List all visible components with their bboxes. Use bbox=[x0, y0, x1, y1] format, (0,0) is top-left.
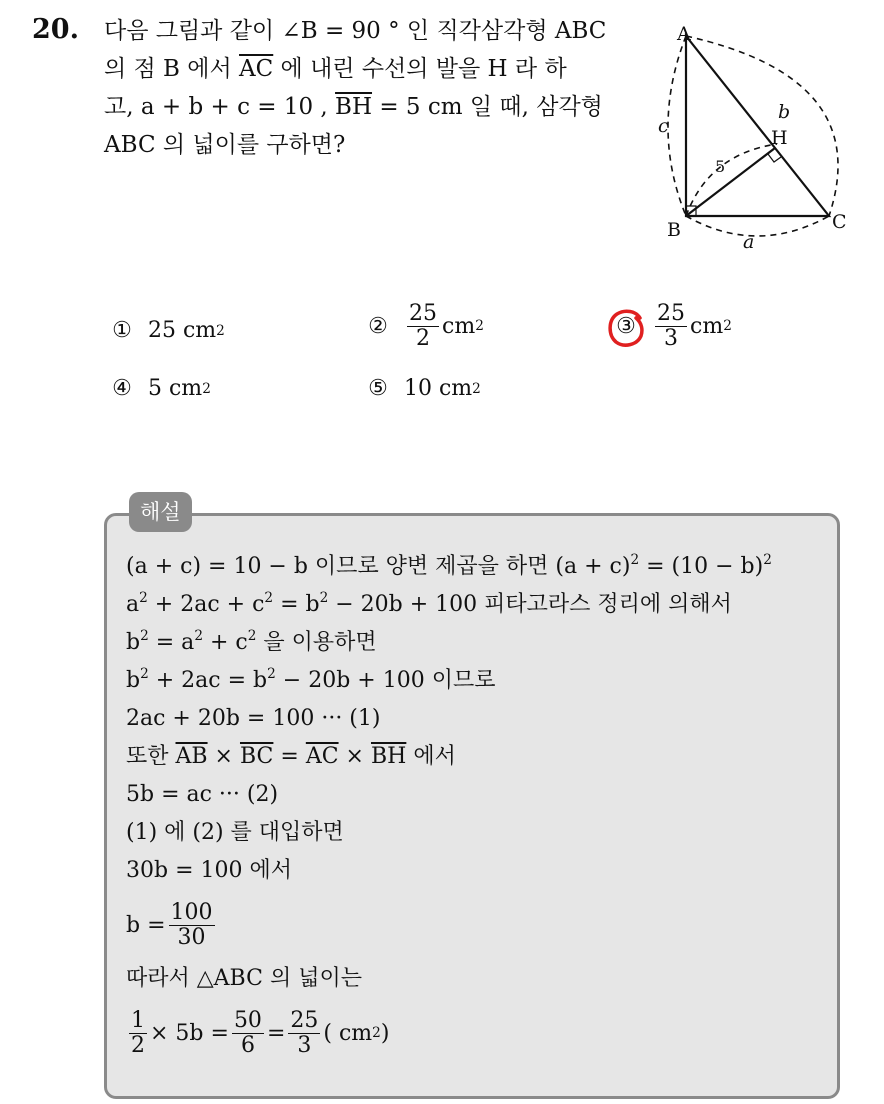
label-length-5: 5 bbox=[715, 157, 726, 176]
choice-mark: ⑤ bbox=[368, 376, 388, 401]
segment-ac: $\overline{AC}$ bbox=[305, 744, 339, 769]
choice-mark bbox=[614, 314, 638, 339]
segment-ab: $\overline{AB}$ bbox=[175, 744, 208, 769]
unit: cm bbox=[690, 313, 724, 339]
choice-mark: ② bbox=[368, 313, 388, 339]
text-part: − 20b + 100 피타고라스 정리에 의해서 bbox=[328, 592, 732, 617]
label-a-vertex: A bbox=[677, 23, 691, 45]
triangle-figure bbox=[645, 18, 865, 258]
numerator: 50 bbox=[233, 1007, 262, 1033]
label-c-vertex: C bbox=[832, 211, 847, 233]
text-part: ) bbox=[380, 1020, 390, 1046]
text-part: 의 점 B 에서 bbox=[104, 56, 240, 82]
exponent: 2 bbox=[763, 552, 772, 569]
solution-line-2 bbox=[126, 586, 836, 624]
segment-ac: $\overline{AC}$ bbox=[239, 56, 274, 82]
numerator: 25 bbox=[409, 301, 437, 326]
text-part: b bbox=[126, 668, 141, 693]
question-line-2 bbox=[104, 50, 644, 88]
text-part: b = bbox=[126, 912, 166, 938]
question-line-4: ABC 의 넓이를 구하면? bbox=[104, 132, 346, 158]
question-text bbox=[104, 12, 644, 164]
choice-1[interactable]: ① 25 cm 2 bbox=[110, 318, 225, 343]
solution-line-6 bbox=[126, 738, 836, 776]
numerator: 100 bbox=[170, 899, 213, 925]
solution-line-3 bbox=[126, 624, 836, 662]
question-number: 20. bbox=[32, 14, 79, 45]
text-part: = a bbox=[148, 630, 195, 655]
exponent: 2 bbox=[319, 590, 329, 607]
text-part: × bbox=[338, 744, 371, 769]
text-part: 또한 bbox=[126, 744, 176, 769]
exponent: 2 bbox=[140, 628, 149, 645]
text-part: 에 내린 수선의 발을 H 라 하 bbox=[273, 56, 567, 82]
denominator: 3 bbox=[297, 1032, 312, 1058]
solution-line-10 bbox=[126, 890, 836, 960]
solution-line-4 bbox=[126, 662, 836, 700]
denominator: 2 bbox=[416, 325, 430, 351]
segment-bh: $\overline{BH}$ bbox=[370, 744, 407, 769]
fraction bbox=[655, 302, 687, 351]
choice-4[interactable]: ④ 5 cm 2 bbox=[110, 376, 211, 401]
exponent: 2 bbox=[194, 628, 203, 645]
denominator: 3 bbox=[664, 325, 678, 351]
unit: cm bbox=[442, 313, 476, 339]
denominator: 2 bbox=[131, 1032, 145, 1058]
exponent: 2 bbox=[140, 666, 149, 683]
choice-3[interactable]: ③ $\frac{25}{3}$ cm 2 bbox=[614, 302, 732, 351]
exponent: 2 bbox=[267, 666, 276, 683]
text-part: a bbox=[126, 592, 140, 617]
solution-line-9: 30b = 100 에서 bbox=[126, 858, 292, 883]
fraction bbox=[232, 1009, 264, 1058]
text-part: = b bbox=[273, 592, 320, 617]
choice-mark: ① bbox=[112, 318, 132, 343]
text-part: = bbox=[266, 1020, 286, 1046]
solution-line-7: 5b = ac ··· (2) bbox=[126, 782, 279, 807]
segment-bc: $\overline{BC}$ bbox=[239, 744, 274, 769]
arc-a bbox=[686, 216, 829, 236]
label-h-point: H bbox=[771, 127, 788, 149]
denominator: 6 bbox=[240, 1032, 255, 1058]
fraction bbox=[169, 901, 215, 950]
question-line-3 bbox=[104, 88, 644, 126]
text-part: = (10 − b) bbox=[639, 554, 764, 579]
text-part: = bbox=[273, 744, 306, 769]
text-part: + 2ac = b bbox=[148, 668, 268, 693]
label-side-c: c bbox=[658, 115, 669, 137]
choice-value: 10 cm bbox=[404, 376, 473, 401]
denominator: 30 bbox=[177, 924, 206, 950]
segment-bh: $\overline{BH}$ bbox=[335, 94, 373, 120]
label-side-b: b bbox=[778, 101, 791, 123]
right-angle-h bbox=[768, 154, 781, 162]
solution-line-1 bbox=[126, 548, 836, 586]
text-part: = 5 cm 일 때, 삼각형 bbox=[372, 94, 603, 120]
choice-value: 25 cm bbox=[148, 318, 217, 343]
question-line-1: 다음 그림과 같이 ∠B = 90 ° 인 직각삼각형 ABC bbox=[104, 18, 607, 44]
text-part: (a + c) = 10 − b 이므로 양변 제곱을 하면 (a + c) bbox=[126, 554, 631, 579]
solution-line-12: $\frac{1}{2}$ × 5b = $\frac{50}{6}$ = $\frac{25}{3}$ ( cm 2 ) bbox=[131, 1007, 390, 1058]
solution-line-5: 2ac + 20b = 100 ··· (1) bbox=[126, 706, 381, 731]
solution-line-11: 따라서 △ABC 의 넓이는 bbox=[126, 966, 362, 991]
triangle-abc bbox=[686, 36, 829, 216]
text-part: b bbox=[126, 630, 141, 655]
fraction bbox=[407, 302, 439, 351]
choice-value: 5 cm bbox=[148, 376, 203, 401]
choice-mark: ④ bbox=[112, 376, 132, 401]
text-part: + c bbox=[202, 630, 248, 655]
choice-2[interactable]: ② $\frac{25}{2}$ cm 2 bbox=[366, 302, 484, 351]
text-part: 을 이용하면 bbox=[256, 630, 377, 655]
text-part: + 2ac + c bbox=[147, 592, 265, 617]
label-side-a: a bbox=[743, 231, 755, 253]
solution-text bbox=[126, 548, 836, 1068]
arc-c bbox=[668, 36, 686, 216]
numerator: 25 bbox=[657, 301, 685, 326]
exponent: 2 bbox=[264, 590, 274, 607]
exponent: 2 bbox=[247, 628, 257, 645]
exponent: 2 bbox=[139, 590, 148, 607]
fraction bbox=[288, 1009, 320, 1058]
text-part: 에서 bbox=[406, 744, 456, 769]
text-part: × 5b = bbox=[150, 1020, 229, 1046]
label-b-vertex: B bbox=[667, 219, 681, 241]
unit: ( cm bbox=[323, 1020, 373, 1046]
altitude-bh bbox=[686, 148, 775, 216]
text-part: − 20b + 100 이므로 bbox=[275, 668, 496, 693]
text-part: 고, a + b + c = 10 , bbox=[104, 94, 336, 120]
choice-5[interactable]: ⑤ 10 cm 2 bbox=[366, 376, 481, 401]
choice-mark-text: ③ bbox=[616, 313, 636, 339]
text-part: × bbox=[207, 744, 240, 769]
numerator: 1 bbox=[131, 1007, 145, 1033]
fraction bbox=[129, 1009, 147, 1058]
solution-line-8: (1) 에 (2) 를 대입하면 bbox=[126, 820, 344, 845]
numerator: 25 bbox=[290, 1007, 319, 1033]
solution-label: 해설 bbox=[129, 492, 192, 532]
exponent: 2 bbox=[630, 552, 640, 569]
